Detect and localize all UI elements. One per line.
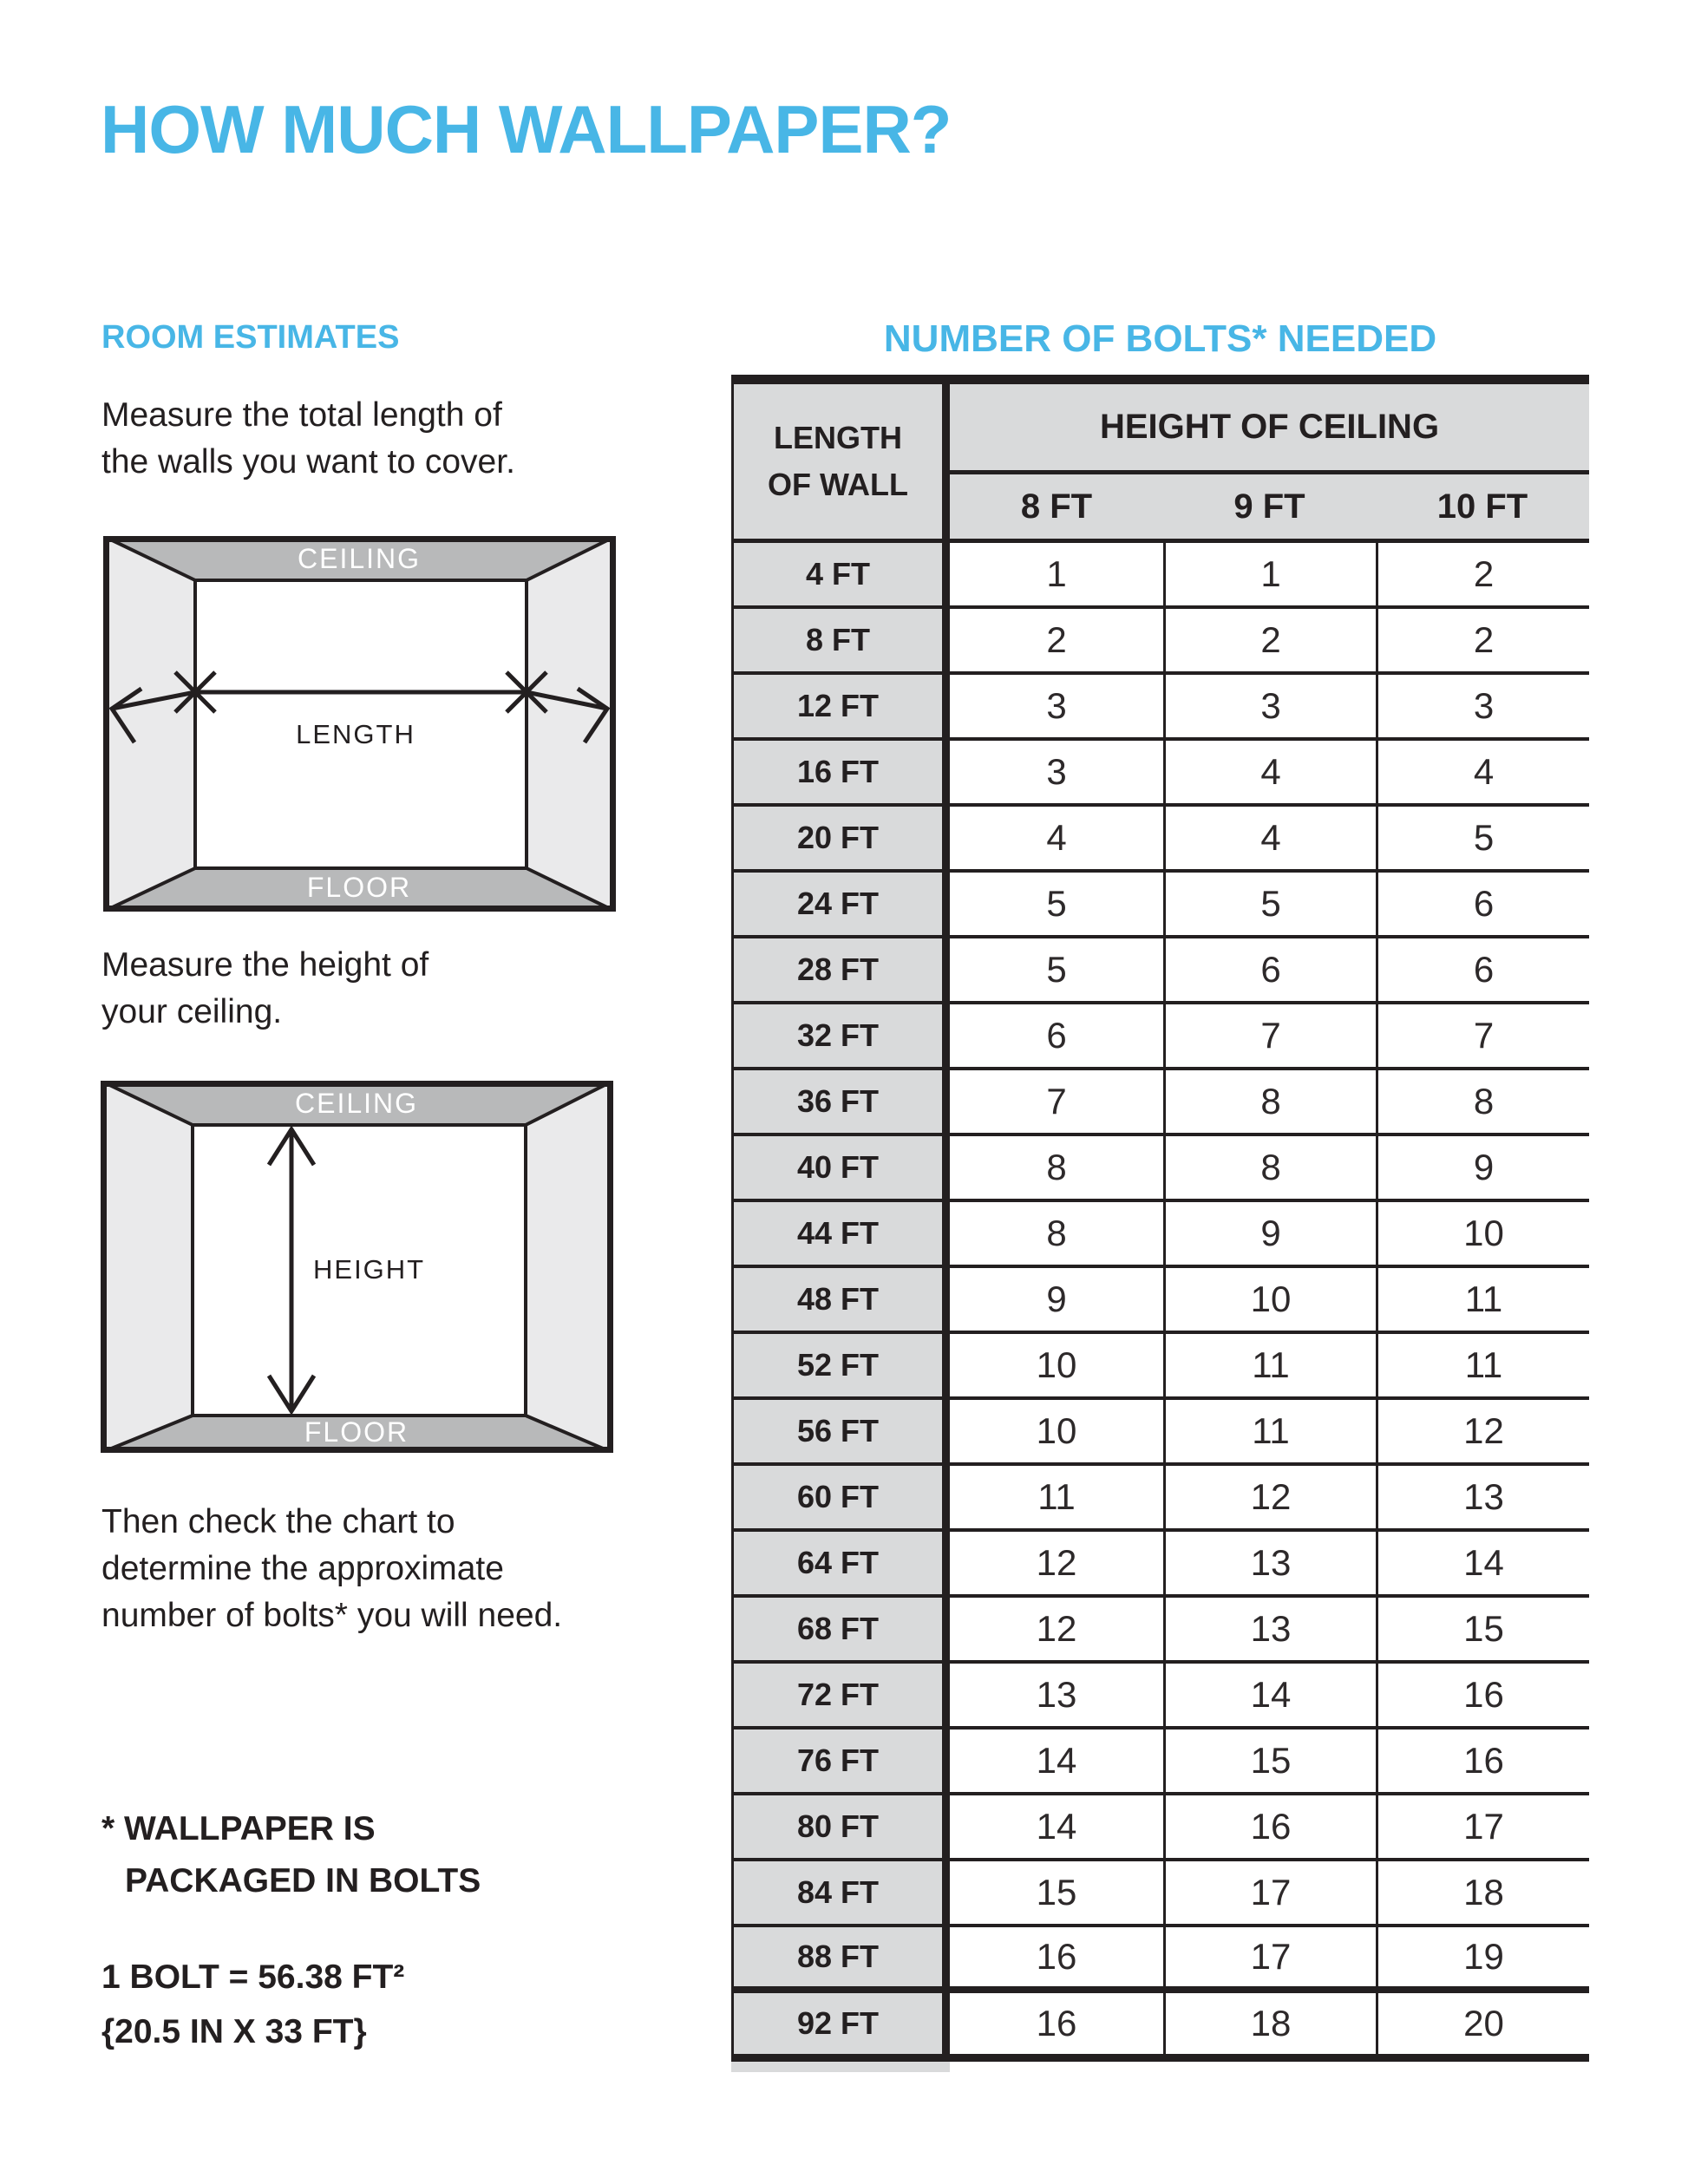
- bolts-10ft-cell: 2: [1376, 543, 1589, 605]
- bolts-9ft-cell: 8: [1163, 1070, 1376, 1133]
- table-row: [731, 1795, 1589, 1861]
- bolts-10ft-cell: 2: [1376, 609, 1589, 671]
- length-of-wall-header: [731, 384, 950, 539]
- table-row: [731, 543, 1589, 609]
- wall-length-cell: 84 FT: [731, 1861, 950, 1924]
- height-label: HEIGHT: [313, 1254, 426, 1285]
- bolts-8ft-cell: 14: [950, 1795, 1163, 1858]
- room-length-diagram: [103, 536, 616, 912]
- table-row: [731, 1664, 1589, 1730]
- bolts-8ft-cell: 6: [950, 1004, 1163, 1067]
- page-title: HOW MUCH WALLPAPER?: [101, 91, 952, 167]
- bolts-10ft-cell: 17: [1376, 1795, 1589, 1858]
- wall-length-cell: 76 FT: [731, 1730, 950, 1792]
- table-row: [731, 1927, 1589, 1993]
- paragraph-line: Measure the height of: [101, 946, 429, 984]
- table-row: [731, 1136, 1589, 1202]
- bolts-9ft-cell: 8: [1163, 1136, 1376, 1199]
- bolts-9ft-cell: 6: [1163, 938, 1376, 1001]
- bolts-8ft-cell: 8: [950, 1202, 1163, 1265]
- bolts-10ft-cell: 19: [1376, 1927, 1589, 1986]
- bolts-10ft-cell: 10: [1376, 1202, 1589, 1265]
- wall-length-cell: 64 FT: [731, 1532, 950, 1594]
- bolts-footnote: [101, 1803, 481, 1907]
- bolts-10ft-cell: 13: [1376, 1466, 1589, 1528]
- table-row: [731, 1400, 1589, 1466]
- table-bottom-tab: [731, 2062, 950, 2072]
- paragraph-line: determine the approximate: [101, 1550, 504, 1587]
- bolts-9ft-cell: 1: [1163, 543, 1376, 605]
- floor-label: FLOOR: [304, 1416, 409, 1448]
- bolts-9ft-cell: 10: [1163, 1268, 1376, 1331]
- table-row: [731, 1070, 1589, 1136]
- bolts-8ft-cell: 10: [950, 1334, 1163, 1396]
- bolt-table-body: [731, 543, 1589, 2062]
- bolts-8ft-cell: 13: [950, 1664, 1163, 1726]
- bolts-10ft-cell: 11: [1376, 1268, 1589, 1331]
- wall-length-cell: 44 FT: [731, 1202, 950, 1265]
- bolts-8ft-cell: 14: [950, 1730, 1163, 1792]
- table-row: [731, 1268, 1589, 1334]
- bolts-10ft-cell: 8: [1376, 1070, 1589, 1133]
- ceiling-height-columns: [950, 474, 1589, 539]
- table-row: [731, 873, 1589, 938]
- bolts-9ft-cell: 9: [1163, 1202, 1376, 1265]
- wall-length-cell: 52 FT: [731, 1334, 950, 1396]
- paragraph-line: Measure the total length of: [101, 396, 502, 434]
- bolts-8ft-cell: 12: [950, 1598, 1163, 1660]
- bolts-8ft-cell: 2: [950, 609, 1163, 671]
- wall-length-cell: 32 FT: [731, 1004, 950, 1067]
- bolts-8ft-cell: 8: [950, 1136, 1163, 1199]
- left-wall-surface: [103, 536, 195, 912]
- bolts-8ft-cell: 12: [950, 1532, 1163, 1594]
- wall-length-cell: 28 FT: [731, 938, 950, 1001]
- bolts-10ft-cell: 6: [1376, 873, 1589, 935]
- measure-height-paragraph: [101, 942, 429, 1036]
- bolts-10ft-cell: 3: [1376, 675, 1589, 737]
- wall-length-cell: 88 FT: [731, 1927, 950, 1986]
- wall-length-cell: 48 FT: [731, 1268, 950, 1331]
- paragraph-line: the walls you want to cover.: [101, 443, 515, 481]
- header-line: OF WALL: [768, 467, 908, 502]
- table-row: [731, 1466, 1589, 1532]
- bolts-10ft-cell: 20: [1376, 1993, 1589, 2054]
- bolt-equation: 1 BOLT = 56.38 FT²: [101, 1958, 405, 1996]
- wall-length-cell: 16 FT: [731, 741, 950, 803]
- paragraph-line: number of bolts* you will need.: [101, 1597, 563, 1634]
- height-of-ceiling-header: HEIGHT OF CEILING: [950, 384, 1589, 474]
- bolts-needed-heading: NUMBER OF BOLTS* NEEDED: [883, 317, 1437, 360]
- wall-length-cell: 68 FT: [731, 1598, 950, 1660]
- left-wall-surface: [101, 1081, 193, 1453]
- paragraph-line: your ceiling.: [101, 993, 283, 1030]
- bolts-9ft-cell: 18: [1163, 1993, 1376, 2054]
- bolts-10ft-cell: 15: [1376, 1598, 1589, 1660]
- wall-length-cell: 56 FT: [731, 1400, 950, 1462]
- bolts-8ft-cell: 10: [950, 1400, 1163, 1462]
- height-header-group: [950, 384, 1589, 539]
- bolts-10ft-cell: 18: [1376, 1861, 1589, 1924]
- bolts-9ft-cell: 12: [1163, 1466, 1376, 1528]
- header-line: LENGTH: [774, 420, 902, 455]
- wall-length-cell: 60 FT: [731, 1466, 950, 1528]
- table-header: [731, 384, 1589, 543]
- room-estimates-heading: ROOM ESTIMATES: [101, 319, 400, 356]
- table-row: [731, 1993, 1589, 2062]
- bolts-9ft-cell: 15: [1163, 1730, 1376, 1792]
- bolts-8ft-cell: 1: [950, 543, 1163, 605]
- bolts-9ft-cell: 13: [1163, 1598, 1376, 1660]
- bolts-9ft-cell: 3: [1163, 675, 1376, 737]
- table-row: [731, 938, 1589, 1004]
- bolts-10ft-cell: 14: [1376, 1532, 1589, 1594]
- bolts-9ft-cell: 2: [1163, 609, 1376, 671]
- bolts-10ft-cell: 12: [1376, 1400, 1589, 1462]
- bolt-table: [731, 375, 1589, 2072]
- wall-length-cell: 20 FT: [731, 807, 950, 869]
- ceiling-label: CEILING: [294, 1088, 419, 1119]
- table-row: [731, 1334, 1589, 1400]
- ceiling-label: CEILING: [297, 543, 422, 574]
- measure-length-paragraph: [101, 392, 515, 486]
- wall-length-cell: 80 FT: [731, 1795, 950, 1858]
- bolts-9ft-cell: 11: [1163, 1400, 1376, 1462]
- bolts-10ft-cell: 16: [1376, 1664, 1589, 1726]
- table-row: [731, 1202, 1589, 1268]
- column-header-8ft: 8 FT: [1020, 487, 1093, 526]
- bolts-9ft-cell: 16: [1163, 1795, 1376, 1858]
- table-row: [731, 1730, 1589, 1795]
- table-row: [731, 1861, 1589, 1927]
- bolts-10ft-cell: 16: [1376, 1730, 1589, 1792]
- bolts-8ft-cell: 5: [950, 938, 1163, 1001]
- bolts-9ft-cell: 4: [1163, 741, 1376, 803]
- bolts-9ft-cell: 13: [1163, 1532, 1376, 1594]
- bolts-10ft-cell: 6: [1376, 938, 1589, 1001]
- paragraph-line: Then check the chart to: [101, 1503, 455, 1540]
- wall-length-cell: 40 FT: [731, 1136, 950, 1199]
- right-wall-surface: [527, 536, 616, 912]
- bolts-8ft-cell: 7: [950, 1070, 1163, 1133]
- table-row: [731, 741, 1589, 807]
- wall-length-cell: 72 FT: [731, 1664, 950, 1726]
- footnote-line: * WALLPAPER IS: [101, 1810, 376, 1847]
- wall-length-cell: 24 FT: [731, 873, 950, 935]
- floor-label: FLOOR: [306, 872, 412, 903]
- footnote-line: PACKAGED IN BOLTS: [125, 1862, 481, 1900]
- bolts-8ft-cell: 3: [950, 675, 1163, 737]
- bolts-8ft-cell: 9: [950, 1268, 1163, 1331]
- wall-length-cell: 8 FT: [731, 609, 950, 671]
- wall-length-cell: 4 FT: [731, 543, 950, 605]
- bolts-8ft-cell: 5: [950, 873, 1163, 935]
- bolts-8ft-cell: 16: [950, 1993, 1163, 2054]
- bolts-9ft-cell: 7: [1163, 1004, 1376, 1067]
- length-label: LENGTH: [296, 719, 415, 749]
- bolt-size-info: [101, 1950, 404, 2059]
- table-row: [731, 609, 1589, 675]
- bolts-8ft-cell: 15: [950, 1861, 1163, 1924]
- bolts-8ft-cell: 4: [950, 807, 1163, 869]
- bolts-10ft-cell: 5: [1376, 807, 1589, 869]
- table-row: [731, 675, 1589, 741]
- bolts-10ft-cell: 9: [1376, 1136, 1589, 1199]
- column-header-9ft: 9 FT: [1233, 487, 1305, 526]
- table-row: [731, 1598, 1589, 1664]
- table-top-bar: [731, 375, 1589, 384]
- wall-length-cell: 12 FT: [731, 675, 950, 737]
- bolts-9ft-cell: 14: [1163, 1664, 1376, 1726]
- bolts-8ft-cell: 16: [950, 1927, 1163, 1986]
- bolts-9ft-cell: 4: [1163, 807, 1376, 869]
- table-row: [731, 807, 1589, 873]
- room-height-diagram: [101, 1081, 613, 1453]
- bolt-dimensions: {20.5 IN X 33 FT}: [101, 2013, 367, 2050]
- right-wall-surface: [526, 1081, 613, 1453]
- column-header-10ft: 10 FT: [1436, 487, 1528, 526]
- bolts-10ft-cell: 11: [1376, 1334, 1589, 1396]
- bolts-8ft-cell: 3: [950, 741, 1163, 803]
- bolts-9ft-cell: 17: [1163, 1927, 1376, 1986]
- bolts-10ft-cell: 7: [1376, 1004, 1589, 1067]
- table-row: [731, 1532, 1589, 1598]
- bolts-8ft-cell: 11: [950, 1466, 1163, 1528]
- bolts-9ft-cell: 17: [1163, 1861, 1376, 1924]
- bolts-9ft-cell: 11: [1163, 1334, 1376, 1396]
- bolts-10ft-cell: 4: [1376, 741, 1589, 803]
- check-chart-paragraph: [101, 1499, 562, 1639]
- wall-length-cell: 92 FT: [731, 1993, 950, 2054]
- wall-length-cell: 36 FT: [731, 1070, 950, 1133]
- bolts-9ft-cell: 5: [1163, 873, 1376, 935]
- table-row: [731, 1004, 1589, 1070]
